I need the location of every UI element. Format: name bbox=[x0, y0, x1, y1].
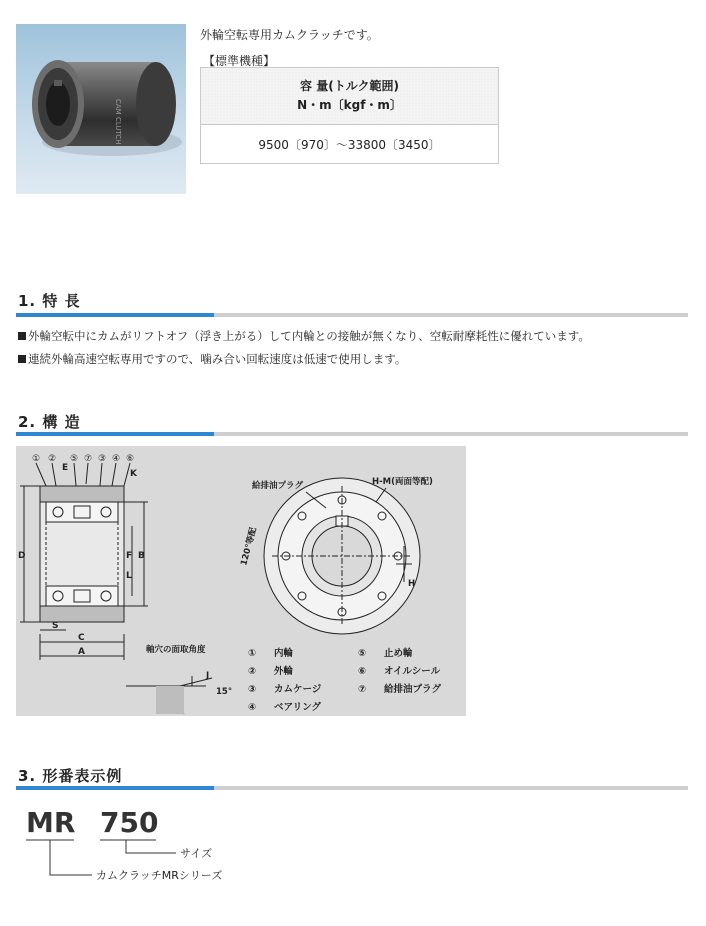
part-name-5: 止め輪 bbox=[384, 648, 413, 659]
balloon-5: ⑤ bbox=[70, 454, 79, 464]
dim-A: A bbox=[78, 647, 85, 657]
size-label: サイズ bbox=[180, 847, 213, 860]
part-name-3: カムケージ bbox=[274, 684, 322, 695]
spec-table bbox=[200, 67, 499, 164]
part-name-2: 外輪 bbox=[274, 666, 294, 677]
balloon-6: ⑥ bbox=[126, 454, 135, 464]
dim-F: F bbox=[126, 551, 133, 561]
dim-K: K bbox=[130, 469, 137, 479]
part-num-2: ② bbox=[248, 666, 257, 677]
dim-S: S bbox=[52, 621, 59, 631]
part-name-6: オイルシール bbox=[384, 666, 441, 677]
spec-value: 9500〔970〕～33800〔3450〕 bbox=[201, 125, 499, 164]
balloon-4: ④ bbox=[112, 454, 121, 464]
model-example bbox=[16, 800, 276, 900]
model-size-code: 750 bbox=[100, 806, 159, 839]
section-title-features: 1. 特 長 bbox=[18, 292, 81, 310]
chamfer-angle: 15° bbox=[216, 687, 233, 697]
dim-B: B bbox=[138, 551, 145, 561]
series-label: カムクラッチMRシリーズ bbox=[96, 869, 223, 882]
structure-drawing bbox=[16, 446, 466, 716]
feature-item: 外輪空転中にカムがリフトオフ（浮き上がる）して内輪との接触が無くなり、空転耐摩耗性に優れています。 bbox=[18, 328, 590, 344]
dim-H: H bbox=[408, 579, 416, 589]
section-rule bbox=[16, 313, 688, 317]
spec-header-line2: N・m〔kgf・m〕 bbox=[297, 98, 402, 112]
feature-item: 連続外輪高速空転専用ですので、噛み合い回転速度は低速で使用します。 bbox=[18, 351, 406, 367]
oil-plug-label: 給排油プラグ bbox=[252, 481, 304, 491]
balloon-3: ③ bbox=[98, 454, 107, 464]
section-rule bbox=[16, 786, 688, 790]
part-num-4: ④ bbox=[248, 702, 257, 713]
section-title-structure: 2. 構 造 bbox=[18, 413, 81, 431]
balloon-2: ② bbox=[48, 454, 57, 464]
hm-label: H-M(両面等配) bbox=[372, 477, 433, 487]
part-name-4: ベアリング bbox=[274, 702, 321, 713]
part-num-1: ① bbox=[248, 648, 257, 659]
intro-text: 外輪空転専用カムクラッチです。 bbox=[200, 28, 379, 42]
dim-E: E bbox=[62, 463, 69, 473]
structure-diagram bbox=[16, 446, 466, 716]
standard-models-label: 【標準機種】 bbox=[203, 54, 276, 68]
spec-header bbox=[201, 68, 499, 125]
cam-clutch-image bbox=[16, 24, 186, 194]
part-name-7: 給排油プラグ bbox=[384, 684, 442, 695]
part-num-5: ⑤ bbox=[358, 648, 367, 659]
pitch-label: 120°等配 bbox=[239, 526, 259, 567]
part-num-3: ③ bbox=[248, 684, 257, 695]
part-name-1: 内輪 bbox=[274, 648, 294, 659]
dim-L: L bbox=[126, 571, 132, 581]
balloon-1: ① bbox=[32, 454, 41, 464]
part-num-7: ⑦ bbox=[358, 684, 367, 695]
model-prefix: MR bbox=[26, 806, 76, 839]
chamfer-title: 軸穴の面取角度 bbox=[146, 645, 206, 655]
spec-header-line1: 容 量(トルク範囲) bbox=[300, 79, 399, 93]
section-title-model-example: 3. 形番表示例 bbox=[18, 767, 123, 785]
part-num-6: ⑥ bbox=[358, 666, 367, 677]
dim-D: D bbox=[18, 551, 26, 561]
dim-J: J bbox=[206, 671, 210, 681]
bullet-square-icon bbox=[18, 332, 26, 340]
bullet-square-icon bbox=[18, 355, 26, 363]
dim-C: C bbox=[78, 633, 85, 643]
balloon-7: ⑦ bbox=[84, 454, 93, 464]
product-photo bbox=[16, 24, 186, 194]
section-rule bbox=[16, 432, 688, 436]
svg-text:CAM CLUTCH: CAM CLUTCH bbox=[114, 99, 122, 145]
